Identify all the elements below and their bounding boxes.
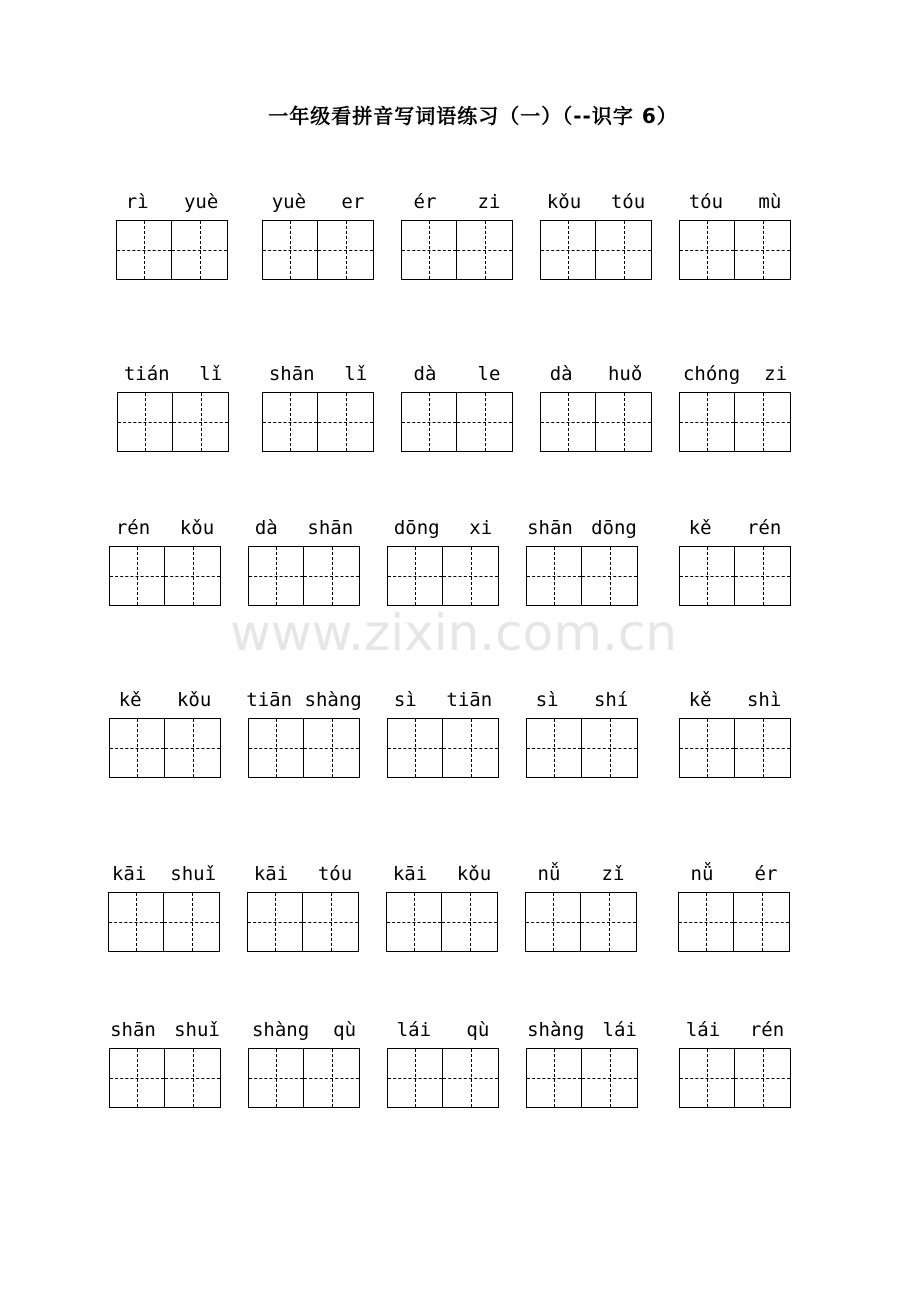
pinyin-word-item: [540, 362, 652, 452]
pinyin-syllable: lǐ: [199, 363, 223, 385]
writing-cell[interactable]: [386, 892, 442, 952]
writing-cell[interactable]: [526, 1048, 582, 1108]
writing-cell[interactable]: [596, 220, 652, 280]
writing-cell[interactable]: [457, 220, 513, 280]
writing-cell[interactable]: [109, 546, 165, 606]
pinyin-syllable: kě: [688, 689, 712, 711]
pinyin-syllable: ér: [754, 863, 778, 885]
writing-cell[interactable]: [401, 220, 457, 280]
pinyin-syllable: tóu: [317, 863, 353, 885]
pinyin-word-item: [247, 862, 359, 952]
writing-cell[interactable]: [596, 392, 652, 452]
writing-cell[interactable]: [109, 1048, 165, 1108]
writing-cell[interactable]: [318, 392, 374, 452]
pinyin-label: [101, 688, 229, 712]
pinyin-syllable: rén: [115, 517, 151, 539]
tianzige-grid: [526, 1048, 638, 1108]
writing-cell[interactable]: [247, 892, 303, 952]
pinyin-word-item: [248, 1018, 360, 1108]
writing-cell[interactable]: [679, 392, 735, 452]
pinyin-syllable: lái: [396, 1019, 432, 1041]
pinyin-word-item: [401, 362, 513, 452]
writing-cell[interactable]: [165, 546, 221, 606]
writing-cell[interactable]: [735, 546, 791, 606]
writing-cell[interactable]: [387, 546, 443, 606]
writing-cell[interactable]: [248, 546, 304, 606]
writing-cell[interactable]: [262, 392, 318, 452]
tianzige-grid: [678, 892, 790, 952]
pinyin-label: [378, 862, 506, 886]
pinyin-label: [518, 688, 646, 712]
tianzige-grid: [679, 392, 791, 452]
writing-cell[interactable]: [387, 718, 443, 778]
pinyin-label: [671, 362, 799, 386]
pinyin-syllable: shì: [746, 689, 782, 711]
writing-cell[interactable]: [443, 546, 499, 606]
writing-cell[interactable]: [679, 546, 735, 606]
writing-cell[interactable]: [248, 718, 304, 778]
tianzige-grid: [679, 220, 791, 280]
writing-cell[interactable]: [540, 392, 596, 452]
pinyin-label: [240, 516, 368, 540]
pinyin-syllable: tóu: [688, 191, 724, 213]
pinyin-syllable: shàng: [251, 1019, 310, 1041]
writing-cell[interactable]: [735, 220, 791, 280]
pinyin-syllable: lái: [685, 1019, 721, 1041]
pinyin-label: [108, 190, 236, 214]
pinyin-word-item: [262, 362, 374, 452]
writing-cell[interactable]: [318, 220, 374, 280]
pinyin-syllable: shān: [110, 1019, 156, 1041]
pinyin-label: [518, 516, 646, 540]
tianzige-grid: [109, 718, 221, 778]
writing-cell[interactable]: [582, 718, 638, 778]
pinyin-syllable: tiān: [246, 689, 293, 711]
pinyin-syllable: dà: [549, 363, 573, 385]
pinyin-syllable: rén: [749, 1019, 785, 1041]
writing-cell[interactable]: [116, 220, 172, 280]
pinyin-label: [532, 362, 660, 386]
pinyin-syllable: zi: [477, 191, 501, 213]
writing-cell[interactable]: [526, 718, 582, 778]
pinyin-word-item: [679, 1018, 791, 1108]
tianzige-grid: [248, 718, 360, 778]
pinyin-syllable: chóng: [682, 363, 741, 385]
writing-cell[interactable]: [165, 1048, 221, 1108]
writing-cell[interactable]: [679, 220, 735, 280]
tianzige-grid: [117, 392, 229, 452]
pinyin-label: [254, 362, 382, 386]
pinyin-syllable: er: [341, 191, 365, 213]
writing-cell[interactable]: [117, 392, 173, 452]
writing-cell[interactable]: [248, 1048, 304, 1108]
tianzige-grid: [262, 220, 374, 280]
pinyin-word-item: [679, 190, 791, 280]
pinyin-word-item: [540, 190, 652, 280]
watermark: www.zixin.com.cn: [230, 604, 678, 662]
pinyin-label: [532, 190, 660, 214]
pinyin-label: [254, 190, 382, 214]
pinyin-label: [379, 516, 507, 540]
pinyin-syllable: sì: [393, 689, 417, 711]
pinyin-label: [379, 1018, 507, 1042]
tianzige-grid: [247, 892, 359, 952]
pinyin-syllable: qù: [333, 1019, 357, 1041]
writing-cell[interactable]: [582, 1048, 638, 1108]
writing-cell[interactable]: [735, 1048, 791, 1108]
pinyin-word-item: [401, 190, 513, 280]
pinyin-label: [109, 362, 237, 386]
pinyin-word-item: [108, 862, 220, 952]
pinyin-label: [671, 688, 799, 712]
pinyin-label: [670, 862, 798, 886]
tianzige-grid: [679, 718, 791, 778]
pinyin-label: [100, 862, 228, 886]
pinyin-syllable: dōng: [591, 517, 637, 539]
pinyin-syllable: kāi: [392, 863, 428, 885]
tianzige-grid: [387, 546, 499, 606]
writing-cell[interactable]: [679, 718, 735, 778]
pinyin-syllable: huǒ: [607, 363, 643, 385]
pinyin-syllable: tóu: [610, 191, 646, 213]
pinyin-word-item: [526, 516, 638, 606]
pinyin-word-item: [526, 688, 638, 778]
pinyin-syllable: shàng: [527, 1019, 585, 1041]
pinyin-label: [393, 190, 521, 214]
pinyin-label: [240, 688, 368, 712]
tianzige-grid: [401, 220, 513, 280]
writing-cell[interactable]: [457, 392, 513, 452]
pinyin-word-item: [678, 862, 790, 952]
pinyin-syllable: nǚ: [690, 863, 714, 885]
writing-cell[interactable]: [526, 546, 582, 606]
pinyin-syllable: ér: [413, 191, 437, 213]
pinyin-syllable: kǒu: [176, 689, 212, 711]
pinyin-label: [671, 1018, 799, 1042]
pinyin-label: [101, 516, 229, 540]
pinyin-syllable: yuè: [271, 191, 307, 213]
writing-cell[interactable]: [304, 1048, 360, 1108]
writing-cell[interactable]: [540, 220, 596, 280]
pinyin-label: [101, 1018, 229, 1042]
writing-cell[interactable]: [108, 892, 164, 952]
tianzige-grid: [526, 718, 638, 778]
pinyin-label: [671, 190, 799, 214]
pinyin-word-item: [387, 1018, 499, 1108]
pinyin-word-item: [109, 1018, 221, 1108]
pinyin-syllable: kě: [688, 517, 712, 539]
writing-cell[interactable]: [735, 718, 791, 778]
pinyin-word-item: [248, 516, 360, 606]
pinyin-syllable: shān: [307, 517, 354, 539]
pinyin-syllable: kǒu: [456, 863, 492, 885]
writing-cell[interactable]: [582, 546, 638, 606]
pinyin-syllable: shuǐ: [170, 863, 217, 885]
writing-cell[interactable]: [387, 1048, 443, 1108]
pinyin-word-item: [679, 362, 791, 452]
pinyin-syllable: shàng: [304, 689, 362, 711]
writing-cell[interactable]: [304, 546, 360, 606]
pinyin-syllable: xi: [469, 517, 493, 539]
pinyin-syllable: kǒu: [179, 517, 215, 539]
writing-cell[interactable]: [443, 718, 499, 778]
tianzige-grid: [108, 892, 220, 952]
tianzige-grid: [248, 1048, 360, 1108]
pinyin-syllable: shān: [527, 517, 573, 539]
pinyin-word-item: [387, 516, 499, 606]
pinyin-syllable: zi: [764, 363, 788, 385]
pinyin-syllable: zǐ: [601, 863, 625, 885]
pinyin-label: [379, 688, 507, 712]
pinyin-word-item: [262, 190, 374, 280]
writing-cell[interactable]: [442, 892, 498, 952]
pinyin-syllable: rén: [746, 517, 782, 539]
tianzige-grid: [262, 392, 374, 452]
pinyin-syllable: shān: [268, 363, 315, 385]
pinyin-word-item: [525, 862, 637, 952]
tianzige-grid: [401, 392, 513, 452]
writing-cell[interactable]: [734, 892, 790, 952]
tianzige-grid: [386, 892, 498, 952]
writing-cell[interactable]: [304, 718, 360, 778]
tianzige-grid: [248, 546, 360, 606]
pinyin-word-item: [117, 362, 229, 452]
pinyin-syllable: yuè: [183, 191, 219, 213]
pinyin-label: [518, 1018, 646, 1042]
pinyin-syllable: shuǐ: [174, 1019, 220, 1041]
writing-cell[interactable]: [679, 1048, 735, 1108]
pinyin-word-item: [109, 688, 221, 778]
tianzige-grid: [116, 220, 228, 280]
pinyin-word-item: [386, 862, 498, 952]
pinyin-syllable: nǚ: [537, 863, 561, 885]
writing-cell[interactable]: [109, 718, 165, 778]
writing-cell[interactable]: [401, 392, 457, 452]
pinyin-label: [517, 862, 645, 886]
pinyin-syllable: kāi: [111, 863, 147, 885]
pinyin-syllable: qù: [466, 1019, 490, 1041]
tianzige-grid: [540, 220, 652, 280]
pinyin-syllable: shí: [593, 689, 629, 711]
pinyin-syllable: kāi: [253, 863, 289, 885]
pinyin-label: [239, 862, 367, 886]
writing-cell[interactable]: [164, 892, 220, 952]
pinyin-word-item: [248, 688, 360, 778]
pinyin-word-item: [679, 688, 791, 778]
pinyin-syllable: dà: [254, 517, 278, 539]
pinyin-syllable: mù: [758, 191, 782, 213]
writing-cell[interactable]: [303, 892, 359, 952]
tianzige-grid: [109, 1048, 221, 1108]
tianzige-grid: [109, 546, 221, 606]
writing-cell[interactable]: [173, 392, 229, 452]
pinyin-word-item: [679, 516, 791, 606]
pinyin-syllable: kě: [118, 689, 142, 711]
pinyin-syllable: rì: [125, 191, 149, 213]
pinyin-syllable: lǐ: [344, 363, 368, 385]
writing-cell[interactable]: [581, 892, 637, 952]
tianzige-grid: [679, 546, 791, 606]
tianzige-grid: [679, 1048, 791, 1108]
pinyin-label: [393, 362, 521, 386]
pinyin-word-item: [526, 1018, 638, 1108]
writing-cell[interactable]: [678, 892, 734, 952]
pinyin-word-item: [116, 190, 228, 280]
pinyin-syllable: le: [477, 363, 501, 385]
tianzige-grid: [525, 892, 637, 952]
pinyin-word-item: [387, 688, 499, 778]
writing-cell[interactable]: [443, 1048, 499, 1108]
tianzige-grid: [387, 718, 499, 778]
writing-cell[interactable]: [525, 892, 581, 952]
tianzige-grid: [540, 392, 652, 452]
writing-cell[interactable]: [262, 220, 318, 280]
pinyin-syllable: kǒu: [546, 191, 582, 213]
pinyin-word-item: [109, 516, 221, 606]
pinyin-syllable: tiān: [446, 689, 493, 711]
pinyin-syllable: dōng: [393, 517, 440, 539]
pinyin-syllable: lái: [602, 1019, 637, 1041]
writing-cell[interactable]: [735, 392, 791, 452]
pinyin-syllable: tián: [123, 363, 170, 385]
writing-cell[interactable]: [172, 220, 228, 280]
tianzige-grid: [387, 1048, 499, 1108]
page-title: 一年级看拼音写词语练习（一）（--识字 6）: [268, 104, 678, 128]
pinyin-label: [671, 516, 799, 540]
pinyin-label: [240, 1018, 368, 1042]
pinyin-syllable: sì: [535, 689, 559, 711]
tianzige-grid: [526, 546, 638, 606]
pinyin-syllable: dà: [413, 363, 437, 385]
writing-cell[interactable]: [165, 718, 221, 778]
